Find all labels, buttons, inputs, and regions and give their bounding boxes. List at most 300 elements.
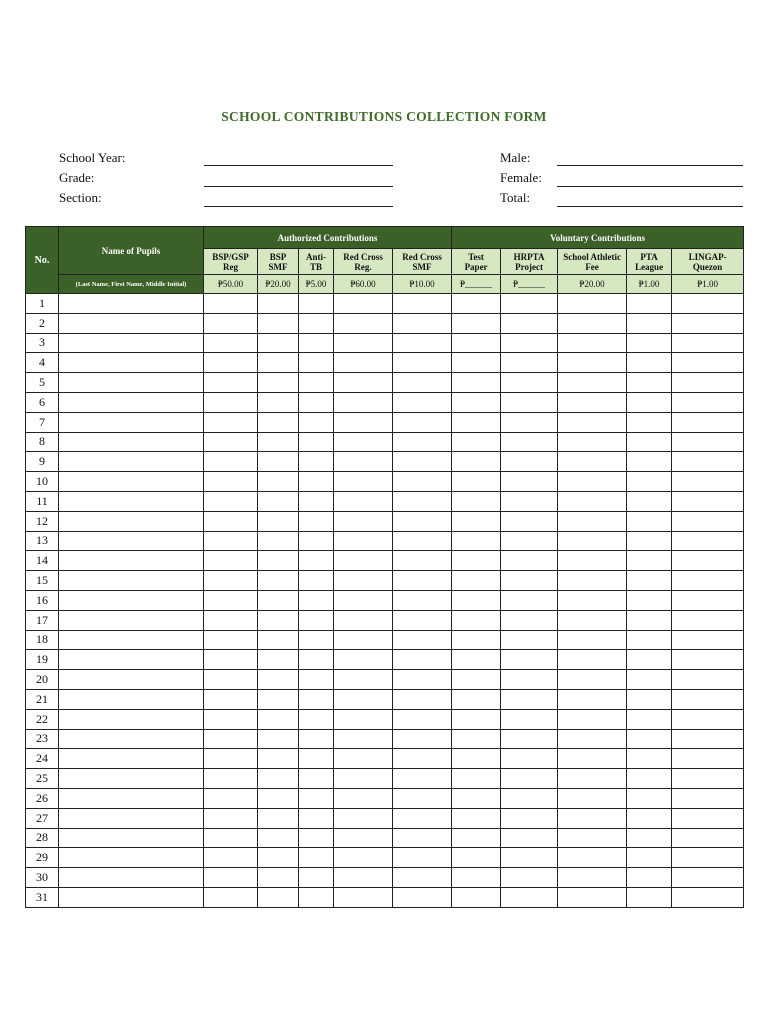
contribution-cell[interactable] [627,333,672,353]
pupil-name-cell[interactable] [59,551,204,571]
contribution-cell[interactable] [558,729,627,749]
contribution-cell[interactable] [558,392,627,412]
contribution-cell[interactable] [672,868,744,888]
pupil-name-cell[interactable] [59,868,204,888]
contribution-cell[interactable] [672,313,744,333]
contribution-cell[interactable] [627,610,672,630]
contribution-cell[interactable] [672,472,744,492]
contribution-cell[interactable] [258,294,299,314]
pupil-name-cell[interactable] [59,848,204,868]
contribution-cell[interactable] [334,373,393,393]
contribution-cell[interactable] [299,808,334,828]
contribution-cell[interactable] [558,294,627,314]
contribution-cell[interactable] [501,531,558,551]
contribution-cell[interactable] [558,630,627,650]
contribution-cell[interactable] [334,531,393,551]
contribution-cell[interactable] [452,729,501,749]
contribution-cell[interactable] [299,551,334,571]
contribution-cell[interactable] [452,788,501,808]
contribution-cell[interactable] [672,749,744,769]
contribution-cell[interactable] [204,670,258,690]
contribution-cell[interactable] [258,472,299,492]
contribution-cell[interactable] [204,749,258,769]
contribution-cell[interactable] [334,590,393,610]
pupil-name-cell[interactable] [59,333,204,353]
contribution-cell[interactable] [452,313,501,333]
contribution-cell[interactable] [258,353,299,373]
contribution-cell[interactable] [393,610,452,630]
contribution-cell[interactable] [204,392,258,412]
contribution-cell[interactable] [627,551,672,571]
contribution-cell[interactable] [627,392,672,412]
contribution-cell[interactable] [334,848,393,868]
pupil-name-cell[interactable] [59,769,204,789]
contribution-cell[interactable] [558,709,627,729]
contribution-cell[interactable] [627,828,672,848]
contribution-cell[interactable] [299,472,334,492]
contribution-cell[interactable] [452,868,501,888]
contribution-cell[interactable] [501,491,558,511]
contribution-cell[interactable] [558,511,627,531]
contribution-cell[interactable] [672,531,744,551]
contribution-cell[interactable] [204,689,258,709]
contribution-cell[interactable] [452,749,501,769]
contribution-cell[interactable] [258,511,299,531]
contribution-cell[interactable] [452,848,501,868]
contribution-cell[interactable] [204,848,258,868]
contribution-cell[interactable] [558,353,627,373]
contribution-cell[interactable] [334,313,393,333]
contribution-cell[interactable] [258,551,299,571]
contribution-cell[interactable] [334,650,393,670]
contribution-cell[interactable] [393,689,452,709]
contribution-cell[interactable] [672,373,744,393]
pupil-name-cell[interactable] [59,373,204,393]
contribution-cell[interactable] [299,511,334,531]
contribution-cell[interactable] [204,590,258,610]
contribution-cell[interactable] [558,452,627,472]
contribution-cell[interactable] [258,769,299,789]
grade-field[interactable] [204,186,393,187]
pupil-name-cell[interactable] [59,610,204,630]
contribution-cell[interactable] [452,511,501,531]
contribution-cell[interactable] [334,868,393,888]
contribution-cell[interactable] [452,551,501,571]
contribution-cell[interactable] [299,670,334,690]
contribution-cell[interactable] [258,373,299,393]
contribution-cell[interactable] [501,828,558,848]
contribution-cell[interactable] [501,610,558,630]
contribution-cell[interactable] [627,670,672,690]
contribution-cell[interactable] [452,373,501,393]
contribution-cell[interactable] [452,432,501,452]
contribution-cell[interactable] [627,709,672,729]
contribution-cell[interactable] [501,392,558,412]
contribution-cell[interactable] [627,511,672,531]
contribution-cell[interactable] [558,551,627,571]
pupil-name-cell[interactable] [59,670,204,690]
contribution-cell[interactable] [204,828,258,848]
contribution-cell[interactable] [672,610,744,630]
contribution-cell[interactable] [627,749,672,769]
contribution-cell[interactable] [558,887,627,907]
contribution-cell[interactable] [334,353,393,373]
contribution-cell[interactable] [204,868,258,888]
contribution-cell[interactable] [627,788,672,808]
contribution-cell[interactable] [393,729,452,749]
contribution-cell[interactable] [258,868,299,888]
contribution-cell[interactable] [452,630,501,650]
contribution-cell[interactable] [258,808,299,828]
contribution-cell[interactable] [393,709,452,729]
contribution-cell[interactable] [334,491,393,511]
contribution-cell[interactable] [299,452,334,472]
contribution-cell[interactable] [558,590,627,610]
contribution-cell[interactable] [393,472,452,492]
contribution-cell[interactable] [558,432,627,452]
contribution-cell[interactable] [299,610,334,630]
contribution-cell[interactable] [672,491,744,511]
contribution-cell[interactable] [204,511,258,531]
contribution-cell[interactable] [501,848,558,868]
pupil-name-cell[interactable] [59,432,204,452]
contribution-cell[interactable] [393,590,452,610]
female-field[interactable] [557,186,743,187]
contribution-cell[interactable] [334,887,393,907]
contribution-cell[interactable] [334,788,393,808]
contribution-cell[interactable] [672,333,744,353]
school-year-field[interactable] [204,165,393,166]
contribution-cell[interactable] [258,828,299,848]
contribution-cell[interactable] [299,729,334,749]
contribution-cell[interactable] [334,630,393,650]
contribution-cell[interactable] [393,373,452,393]
pupil-name-cell[interactable] [59,788,204,808]
contribution-cell[interactable] [334,412,393,432]
contribution-cell[interactable] [501,353,558,373]
contribution-cell[interactable] [627,630,672,650]
pupil-name-cell[interactable] [59,808,204,828]
contribution-cell[interactable] [299,788,334,808]
contribution-cell[interactable] [558,571,627,591]
contribution-cell[interactable] [558,769,627,789]
contribution-cell[interactable] [558,689,627,709]
contribution-cell[interactable] [452,472,501,492]
contribution-cell[interactable] [258,709,299,729]
pupil-name-cell[interactable] [59,571,204,591]
contribution-cell[interactable] [204,788,258,808]
pupil-name-cell[interactable] [59,294,204,314]
contribution-cell[interactable] [452,333,501,353]
contribution-cell[interactable] [334,333,393,353]
contribution-cell[interactable] [393,353,452,373]
contribution-cell[interactable] [393,749,452,769]
pupil-name-cell[interactable] [59,689,204,709]
contribution-cell[interactable] [452,294,501,314]
contribution-cell[interactable] [299,313,334,333]
contribution-cell[interactable] [334,551,393,571]
contribution-cell[interactable] [258,749,299,769]
contribution-cell[interactable] [627,650,672,670]
contribution-cell[interactable] [558,650,627,670]
pupil-name-cell[interactable] [59,392,204,412]
contribution-cell[interactable] [393,392,452,412]
contribution-cell[interactable] [501,452,558,472]
contribution-cell[interactable] [672,848,744,868]
contribution-cell[interactable] [627,412,672,432]
contribution-cell[interactable] [672,511,744,531]
contribution-cell[interactable] [334,828,393,848]
contribution-cell[interactable] [258,610,299,630]
contribution-cell[interactable] [393,551,452,571]
contribution-cell[interactable] [627,294,672,314]
contribution-cell[interactable] [334,749,393,769]
contribution-cell[interactable] [299,749,334,769]
contribution-cell[interactable] [558,788,627,808]
contribution-cell[interactable] [204,808,258,828]
contribution-cell[interactable] [452,590,501,610]
contribution-cell[interactable] [204,472,258,492]
contribution-cell[interactable] [258,392,299,412]
contribution-cell[interactable] [558,848,627,868]
contribution-cell[interactable] [672,432,744,452]
contribution-cell[interactable] [334,452,393,472]
contribution-cell[interactable] [627,353,672,373]
contribution-cell[interactable] [334,769,393,789]
contribution-cell[interactable] [258,452,299,472]
contribution-cell[interactable] [334,610,393,630]
contribution-cell[interactable] [204,432,258,452]
contribution-cell[interactable] [299,590,334,610]
contribution-cell[interactable] [258,333,299,353]
contribution-cell[interactable] [452,709,501,729]
contribution-cell[interactable] [501,808,558,828]
contribution-cell[interactable] [204,491,258,511]
contribution-cell[interactable] [558,808,627,828]
contribution-cell[interactable] [672,571,744,591]
contribution-cell[interactable] [334,511,393,531]
contribution-cell[interactable] [672,551,744,571]
contribution-cell[interactable] [501,373,558,393]
contribution-cell[interactable] [258,531,299,551]
contribution-cell[interactable] [452,769,501,789]
contribution-cell[interactable] [501,670,558,690]
pupil-name-cell[interactable] [59,828,204,848]
contribution-cell[interactable] [672,392,744,412]
contribution-cell[interactable] [393,511,452,531]
contribution-cell[interactable] [501,472,558,492]
contribution-cell[interactable] [627,868,672,888]
contribution-cell[interactable] [299,412,334,432]
contribution-cell[interactable] [501,313,558,333]
contribution-cell[interactable] [558,373,627,393]
contribution-cell[interactable] [452,808,501,828]
contribution-cell[interactable] [204,551,258,571]
contribution-cell[interactable] [393,571,452,591]
contribution-cell[interactable] [452,610,501,630]
contribution-cell[interactable] [258,590,299,610]
contribution-cell[interactable] [258,689,299,709]
contribution-cell[interactable] [627,571,672,591]
contribution-cell[interactable] [204,353,258,373]
contribution-cell[interactable] [672,670,744,690]
contribution-cell[interactable] [672,887,744,907]
contribution-cell[interactable] [299,650,334,670]
contribution-cell[interactable] [501,650,558,670]
contribution-cell[interactable] [452,670,501,690]
contribution-cell[interactable] [627,531,672,551]
contribution-cell[interactable] [393,491,452,511]
contribution-cell[interactable] [501,868,558,888]
contribution-cell[interactable] [501,333,558,353]
contribution-cell[interactable] [672,769,744,789]
contribution-cell[interactable] [299,689,334,709]
contribution-cell[interactable] [452,412,501,432]
contribution-cell[interactable] [672,709,744,729]
contribution-cell[interactable] [204,729,258,749]
contribution-cell[interactable] [672,689,744,709]
contribution-cell[interactable] [334,670,393,690]
contribution-cell[interactable] [672,630,744,650]
contribution-cell[interactable] [393,670,452,690]
pupil-name-cell[interactable] [59,630,204,650]
contribution-cell[interactable] [501,630,558,650]
contribution-cell[interactable] [501,432,558,452]
pupil-name-cell[interactable] [59,412,204,432]
contribution-cell[interactable] [627,373,672,393]
contribution-cell[interactable] [204,769,258,789]
contribution-cell[interactable] [299,769,334,789]
contribution-cell[interactable] [627,729,672,749]
contribution-cell[interactable] [672,353,744,373]
pupil-name-cell[interactable] [59,709,204,729]
contribution-cell[interactable] [258,670,299,690]
pupil-name-cell[interactable] [59,511,204,531]
contribution-cell[interactable] [627,432,672,452]
contribution-cell[interactable] [558,828,627,848]
male-field[interactable] [557,165,743,166]
contribution-cell[interactable] [627,887,672,907]
contribution-cell[interactable] [258,630,299,650]
contribution-cell[interactable] [672,808,744,828]
contribution-cell[interactable] [204,333,258,353]
contribution-cell[interactable] [558,868,627,888]
pupil-name-cell[interactable] [59,531,204,551]
contribution-cell[interactable] [299,887,334,907]
contribution-cell[interactable] [501,749,558,769]
contribution-cell[interactable] [672,788,744,808]
contribution-cell[interactable] [672,412,744,432]
pupil-name-cell[interactable] [59,313,204,333]
pupil-name-cell[interactable] [59,729,204,749]
contribution-cell[interactable] [627,590,672,610]
contribution-cell[interactable] [627,313,672,333]
contribution-cell[interactable] [501,887,558,907]
contribution-cell[interactable] [258,650,299,670]
contribution-cell[interactable] [501,729,558,749]
contribution-cell[interactable] [393,769,452,789]
contribution-cell[interactable] [501,709,558,729]
pupil-name-cell[interactable] [59,353,204,373]
contribution-cell[interactable] [558,610,627,630]
contribution-cell[interactable] [501,551,558,571]
contribution-cell[interactable] [258,729,299,749]
contribution-cell[interactable] [558,749,627,769]
contribution-cell[interactable] [393,848,452,868]
contribution-cell[interactable] [452,689,501,709]
contribution-cell[interactable] [299,333,334,353]
contribution-cell[interactable] [393,412,452,432]
contribution-cell[interactable] [627,452,672,472]
contribution-cell[interactable] [258,313,299,333]
contribution-cell[interactable] [558,333,627,353]
contribution-cell[interactable] [672,729,744,749]
contribution-cell[interactable] [299,392,334,412]
contribution-cell[interactable] [299,868,334,888]
contribution-cell[interactable] [558,412,627,432]
pupil-name-cell[interactable] [59,491,204,511]
contribution-cell[interactable] [452,531,501,551]
contribution-cell[interactable] [672,828,744,848]
contribution-cell[interactable] [452,828,501,848]
contribution-cell[interactable] [501,571,558,591]
contribution-cell[interactable] [334,392,393,412]
contribution-cell[interactable] [393,808,452,828]
contribution-cell[interactable] [299,353,334,373]
contribution-cell[interactable] [627,769,672,789]
contribution-cell[interactable] [672,590,744,610]
pupil-name-cell[interactable] [59,452,204,472]
pupil-name-cell[interactable] [59,472,204,492]
contribution-cell[interactable] [501,412,558,432]
contribution-cell[interactable] [334,729,393,749]
contribution-cell[interactable] [204,452,258,472]
contribution-cell[interactable] [299,294,334,314]
contribution-cell[interactable] [299,848,334,868]
contribution-cell[interactable] [452,571,501,591]
contribution-cell[interactable] [627,472,672,492]
contribution-cell[interactable] [393,887,452,907]
contribution-cell[interactable] [299,373,334,393]
section-field[interactable] [204,206,393,207]
contribution-cell[interactable] [558,491,627,511]
contribution-cell[interactable] [558,472,627,492]
contribution-cell[interactable] [452,392,501,412]
contribution-cell[interactable] [334,472,393,492]
contribution-cell[interactable] [452,650,501,670]
contribution-cell[interactable] [501,788,558,808]
contribution-cell[interactable] [501,590,558,610]
contribution-cell[interactable] [299,432,334,452]
contribution-cell[interactable] [204,373,258,393]
contribution-cell[interactable] [258,432,299,452]
contribution-cell[interactable] [204,610,258,630]
contribution-cell[interactable] [334,689,393,709]
contribution-cell[interactable] [299,709,334,729]
contribution-cell[interactable] [299,531,334,551]
contribution-cell[interactable] [204,531,258,551]
contribution-cell[interactable] [258,788,299,808]
contribution-cell[interactable] [204,709,258,729]
contribution-cell[interactable] [258,491,299,511]
pupil-name-cell[interactable] [59,749,204,769]
contribution-cell[interactable] [452,491,501,511]
contribution-cell[interactable] [393,432,452,452]
contribution-cell[interactable] [558,313,627,333]
contribution-cell[interactable] [258,887,299,907]
total-field[interactable] [557,206,743,207]
contribution-cell[interactable] [299,828,334,848]
